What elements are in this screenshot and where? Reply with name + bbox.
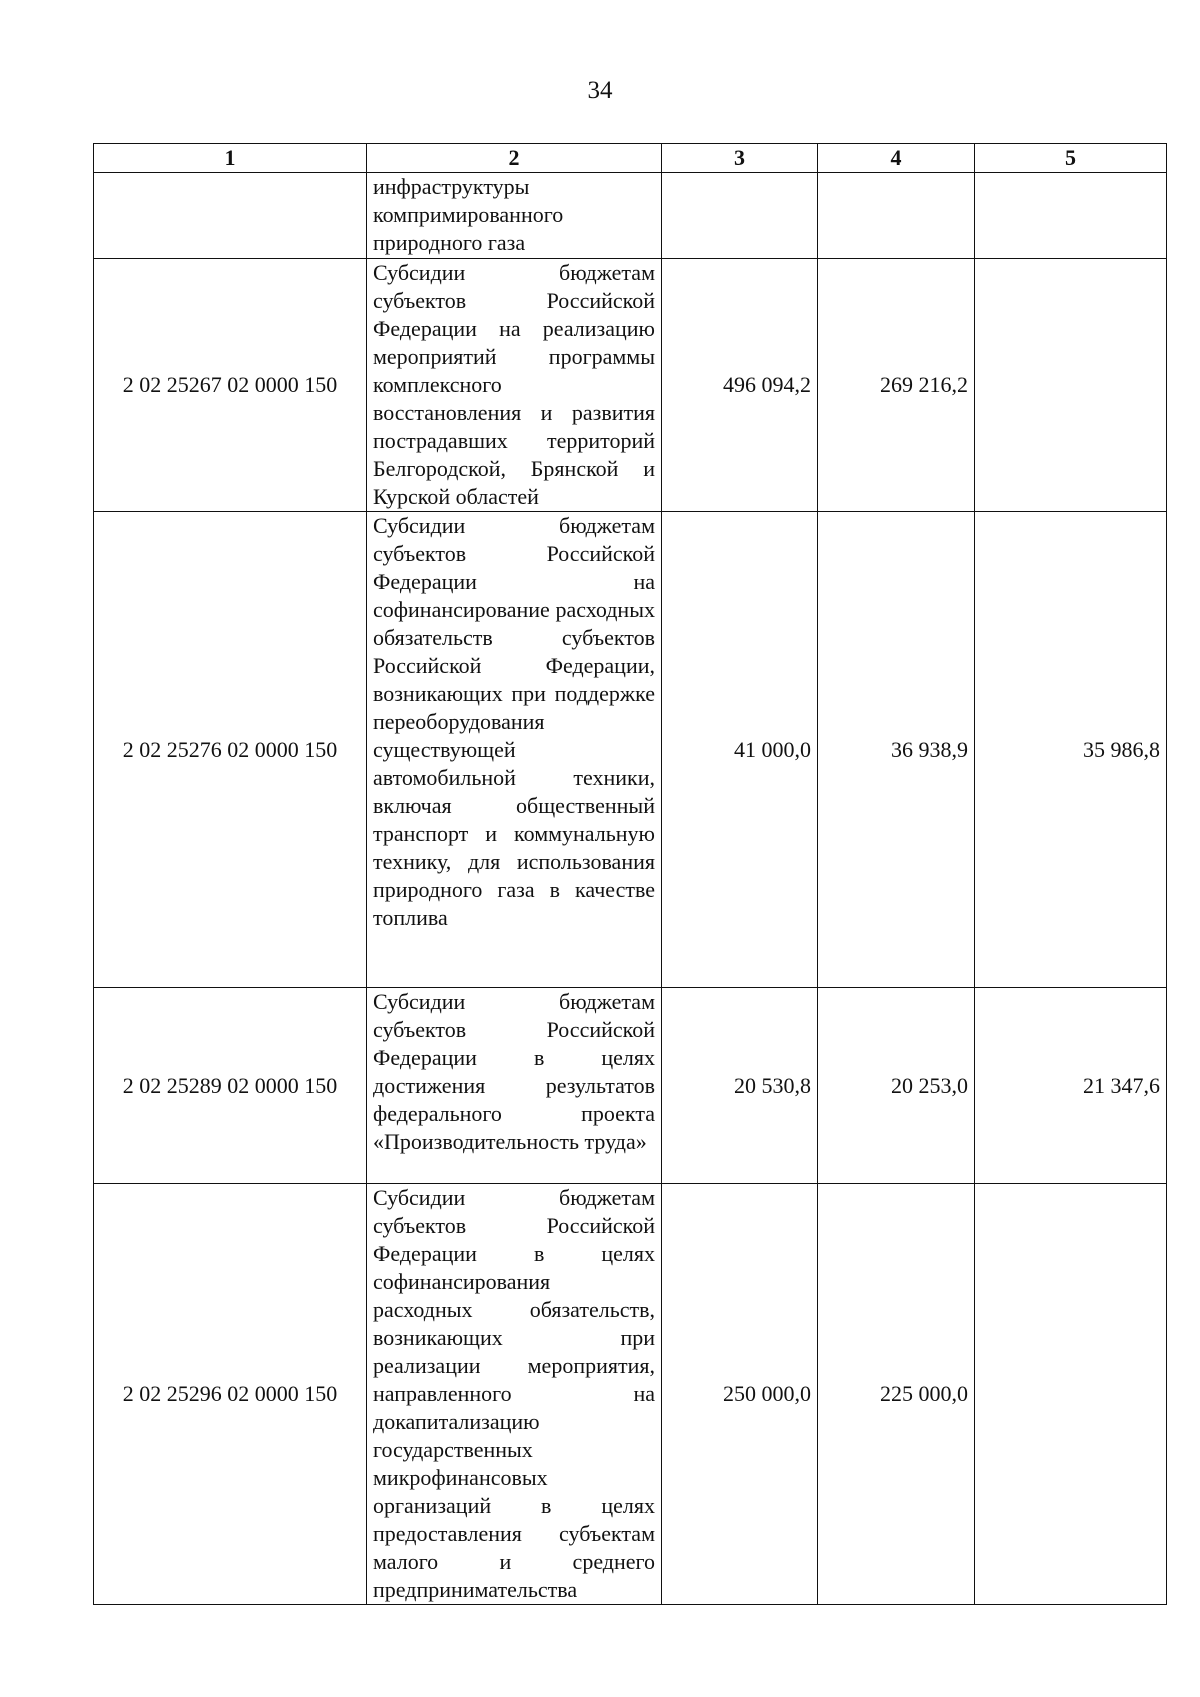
column-header-1: 1 <box>94 144 367 173</box>
row-code: 2 02 25289 02 0000 150 <box>94 988 367 1184</box>
budget-table <box>93 143 1167 1605</box>
table-header-row <box>94 144 1167 173</box>
row-value-col5: 21 347,6 <box>975 988 1167 1184</box>
table-row <box>94 1184 1167 1605</box>
page-number: 34 <box>587 77 613 104</box>
row-value-col4 <box>818 173 975 259</box>
row-code: 2 02 25276 02 0000 150 <box>94 512 367 988</box>
row-description: Субсидии бюджетам субъектов Российской Федерации на реализацию мероприятий программы комплексного восстановления и развития пострадавших территорий Белгородской, Брянской и Курской областей <box>367 259 662 512</box>
row-value-col4: 20 253,0 <box>818 988 975 1184</box>
row-value-col5 <box>975 1184 1167 1605</box>
column-header-5: 5 <box>975 144 1167 173</box>
row-value-col3: 496 094,2 <box>662 259 818 512</box>
row-value-col5: 35 986,8 <box>975 512 1167 988</box>
row-code: 2 02 25296 02 0000 150 <box>94 1184 367 1605</box>
row-description: Субсидии бюджетам субъектов Российской Федерации в целях достижения результатов федерального проекта «Производительность труда» <box>367 988 662 1184</box>
table-row <box>94 173 1167 259</box>
row-value-col4: 36 938,9 <box>818 512 975 988</box>
row-value-col3: 20 530,8 <box>662 988 818 1184</box>
row-value-col3: 41 000,0 <box>662 512 818 988</box>
column-header-4: 4 <box>818 144 975 173</box>
row-value-col4: 269 216,2 <box>818 259 975 512</box>
row-description: инфраструктуры компримированного природного газа <box>367 173 662 259</box>
column-header-2: 2 <box>367 144 662 173</box>
table-row <box>94 259 1167 512</box>
row-code <box>94 173 367 259</box>
row-value-col4: 225 000,0 <box>818 1184 975 1605</box>
row-code: 2 02 25267 02 0000 150 <box>94 259 367 512</box>
row-description: Субсидии бюджетам субъектов Российской Федерации в целях софинансирования расходных обязательств, возникающих при реализации мероприятия, направленного на докапитализацию государственных микрофинансовых организаций в целях предоставления субъектам малого и среднего предпринимательства <box>367 1184 662 1605</box>
row-value-col3 <box>662 173 818 259</box>
row-value-col5 <box>975 259 1167 512</box>
table-row <box>94 988 1167 1184</box>
column-header-3: 3 <box>662 144 818 173</box>
row-value-col5 <box>975 173 1167 259</box>
row-value-col3: 250 000,0 <box>662 1184 818 1605</box>
row-description: Субсидии бюджетам субъектов Российской Федерации на софинансирование расходных обязательств субъектов Российской Федерации, возникающих при поддержке переоборудования существующей автомобильной техники, включая общественный транспорт и коммунальную технику, для использования природного газа в качестве топлива <box>367 512 662 988</box>
table-row <box>94 512 1167 988</box>
